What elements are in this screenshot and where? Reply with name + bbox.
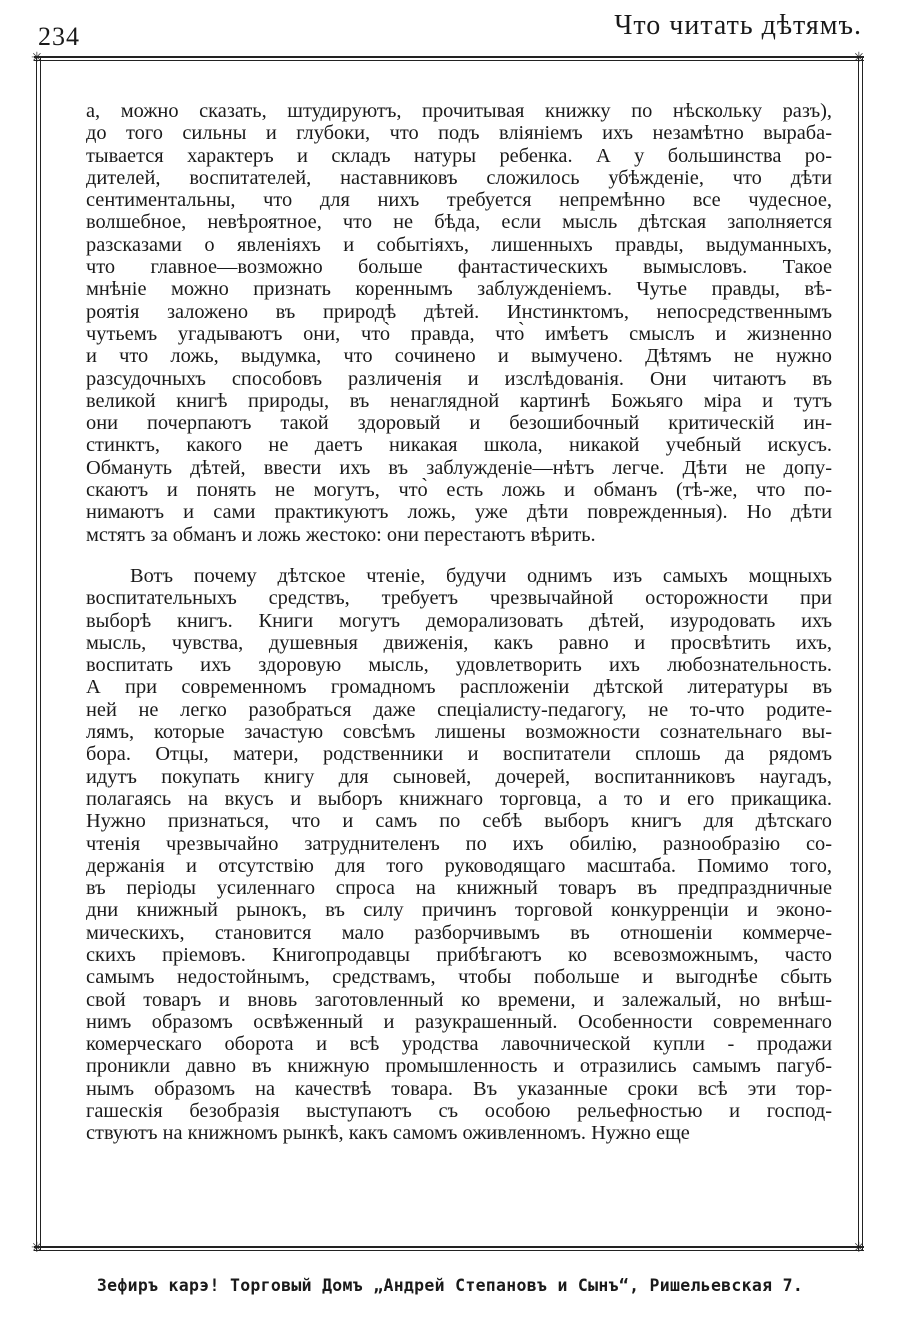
- text-line: держанія и отсутствію для того руководящаго масштаба. Помимо того,: [86, 854, 832, 877]
- text-line: дни книжный рынокъ, въ силу причинъ торговой конкурренціи и эконо-: [86, 899, 832, 922]
- paragraph-2: [86, 565, 832, 1145]
- text-line: воспитательныхъ средствъ, требуетъ чрезвычайной осторожности при: [86, 587, 832, 610]
- text-line: дителей, воспитателей, наставниковъ сложилось убѣжденіе, что дѣти: [86, 166, 832, 189]
- ornament-corner-icon: ✳: [31, 50, 43, 66]
- text-line: скаютъ и понять не могутъ, что̀ есть ложь и обманъ (тѣ-же, что по-: [86, 479, 832, 502]
- page-number: 234: [38, 22, 80, 51]
- article-body: [86, 100, 832, 1145]
- text-line: скихъ пріемовъ. Книгопродавцы прибѣгаютъ ко всевозможнымъ, часто: [86, 943, 832, 966]
- text-line: полагаясь на вкусъ и выборъ книжнаго торговца, а то и его прикащика.: [86, 787, 832, 810]
- ornament-corner-icon: ✳: [853, 1240, 865, 1256]
- text-line: выборѣ книгъ. Книги могутъ деморализовать дѣтей, изуродовать ихъ: [86, 609, 832, 632]
- paragraph-1: [86, 100, 832, 546]
- text-line: мнѣніе можно признать кореннымъ заблужденіемъ. Чутье правды, вѣ-: [86, 278, 832, 301]
- text-line: ствуютъ на книжномъ рынкѣ, какъ самомъ оживленномъ. Нужно еще: [86, 1122, 690, 1145]
- text-line: въ періоды усиленнаго спроса на книжный товаръ въ предпраздничные: [86, 877, 832, 900]
- footer-advertisement: Зефиръ карэ! Торговый Домъ „Андрей Степановъ и Сынъ“, Ришельевская 7.: [96, 1276, 804, 1295]
- text-line: нымъ образомъ на качествѣ товара. Въ указанные сроки всѣ эти тор-: [86, 1077, 832, 1100]
- text-line: А при современномъ громадномъ распложеніи дѣтской литературы въ: [86, 676, 832, 699]
- text-line: нимъ образомъ освѣженный и разукрашенный. Особенности современнаго: [86, 1010, 832, 1033]
- frame-rule-bottom: [34, 1246, 864, 1248]
- text-line: волшебное, невѣроятное, что не бѣда, если мысль дѣтская заполняется: [86, 211, 832, 234]
- frame-rule-bottom-inner: [34, 1250, 864, 1251]
- text-line: до того сильны и глубоки, что подъ вліяніемъ ихъ незамѣтно выраба-: [86, 122, 832, 145]
- text-line: великой книгѣ природы, въ ненаглядной картинѣ Божьяго міра и тутъ: [86, 389, 832, 412]
- frame-rule-left-inner: [40, 56, 41, 1251]
- text-line: разсудочныхъ способовъ различенія и изслѣдованія. Они читаютъ въ: [86, 367, 832, 390]
- text-line: Обмануть дѣтей, ввести ихъ въ заблужденіе—нѣтъ легче. Дѣти не допу-: [86, 456, 832, 479]
- text-line: чтенія чрезвычайно затруднителенъ по ихъ обилію, разнообразію со-: [86, 832, 832, 855]
- text-line: что главное—возможно больше фантастическихъ вымысловъ. Такое: [86, 256, 832, 279]
- running-title: Что читать дѣтямъ.: [614, 10, 862, 41]
- text-line: лямъ, которые зачастую совсѣмъ лишены возможности сознательнаго вы-: [86, 721, 832, 744]
- text-line: комерческаго оборота и всѣ уродства лавочнической купли - продажи: [86, 1033, 832, 1056]
- frame-rule-right-inner: [862, 56, 863, 1251]
- text-line: чутьемъ угадываютъ они, что̀ правда, что̀ имѣетъ смыслъ и жизненно: [86, 322, 832, 345]
- text-line: бора. Отцы, матери, родственники и воспитатели сплошь да рядомъ: [86, 743, 832, 766]
- text-line: мысль, чувства, душевныя движенія, какъ равно и просвѣтить ихъ,: [86, 631, 832, 654]
- text-line: мическихъ, становится мало разборчивымъ въ отношеніи коммерче-: [86, 921, 832, 944]
- text-line: самымъ недостойнымъ, средствамъ, чтобы побольше и выгоднѣе сбыть: [86, 966, 832, 989]
- text-line: идутъ покупать книгу для сыновей, дочерей, воспитанниковъ наугадъ,: [86, 765, 832, 788]
- text-line: ней не легко разобраться даже спеціалисту-педагогу, не то-что родите-: [86, 698, 832, 721]
- text-line: сентиментальны, что для нихъ требуется непремѣнно все чудесное,: [86, 189, 832, 212]
- frame-rule-left: [36, 56, 37, 1251]
- text-line: а, можно сказать, штудируютъ, прочитывая книжку по нѣскольку разъ),: [86, 100, 832, 122]
- text-line: мстятъ за обманъ и ложь жестоко: они перестаютъ вѣрить.: [86, 523, 596, 546]
- frame-rule-top: [34, 56, 864, 58]
- frame-rule-right: [858, 56, 859, 1251]
- text-line: нимаютъ и сами практикуютъ ложь, уже дѣти поврежденныя). Но дѣти: [86, 501, 832, 524]
- text-line: разсказами о явленіяхъ и событіяхъ, лишенныхъ правды, выдуманныхъ,: [86, 233, 832, 256]
- text-line: Вотъ почему дѣтское чтеніе, будучи однимъ изъ самыхъ мощныхъ: [130, 564, 832, 587]
- ornament-corner-icon: ✳: [853, 50, 865, 66]
- text-line: гашескія безобразія выступаютъ съ особою рельефностью и господ-: [86, 1100, 832, 1123]
- text-line: тывается характеръ и складъ натуры ребенка. А у большинства ро-: [86, 144, 832, 167]
- text-line: они почерпаютъ такой здоровый и безошибочный критическій ин-: [86, 412, 832, 435]
- text-line: и что ложь, выдумка, что сочинено и вымучено. Дѣтямъ не нужно: [86, 345, 832, 368]
- text-line: стинктъ, какого не даетъ никакая школа, никакой учебный искусъ.: [86, 434, 832, 457]
- paragraph-gap: [86, 546, 832, 565]
- text-line: воспитать ихъ здоровую мысль, удовлетворить ихъ любознательность.: [86, 654, 832, 677]
- text-line: Нужно признаться, что и самъ по себѣ выборъ книгъ для дѣтскаго: [86, 810, 832, 833]
- text-line: роятія заложено въ природѣ дѣтей. Инстинктомъ, непосредственнымъ: [86, 300, 832, 323]
- frame-rule-top-inner: [34, 60, 864, 61]
- text-line: свой товаръ и вновь заготовленный ко времени, и залежалый, но внѣш-: [86, 988, 832, 1011]
- text-line: проникли давно въ книжную промышленность и отразились самымъ пагуб-: [86, 1055, 832, 1078]
- ornament-corner-icon: ✳: [31, 1240, 43, 1256]
